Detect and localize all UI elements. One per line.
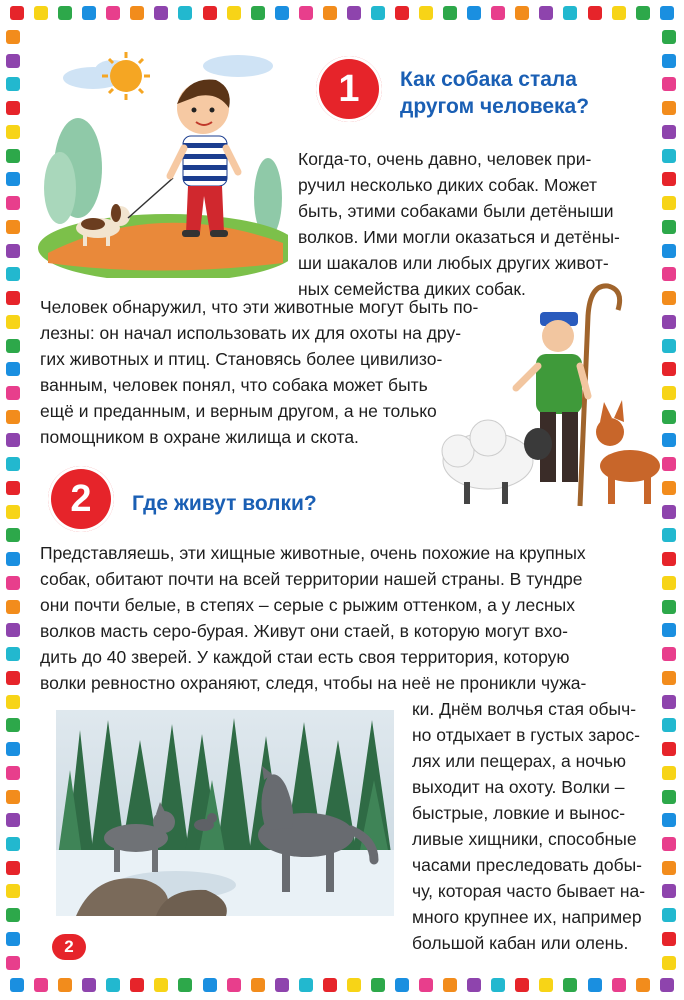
border-square xyxy=(106,978,120,992)
text-line: волки ревностно охраняют, следя, чтобы на неё не проникли чужа- xyxy=(40,673,587,693)
text-line: лях или пещерах, а ночью xyxy=(412,751,626,771)
text-line: большой кабан или олень. xyxy=(412,933,629,953)
border-square xyxy=(130,6,144,20)
border-left xyxy=(6,30,22,970)
section-1-title-line-1: Как собака стала xyxy=(400,68,577,91)
border-square xyxy=(6,267,20,281)
text-line: ливые хищники, способные xyxy=(412,829,637,849)
text-line: они почти белые, в степях – серые с рыжим оттенком, а у лесных xyxy=(40,595,575,615)
text-line: волков масть серо-бурая. Живут они стаей, в которую могут вхо- xyxy=(40,621,568,641)
border-square xyxy=(467,978,481,992)
border-square xyxy=(178,978,192,992)
border-square xyxy=(58,6,72,20)
border-square xyxy=(6,600,20,614)
border-square xyxy=(443,978,457,992)
border-square xyxy=(662,172,676,186)
border-square xyxy=(227,978,241,992)
border-square xyxy=(563,6,577,20)
border-square xyxy=(395,978,409,992)
border-square xyxy=(82,6,96,20)
text-line: Когда-то, очень давно, человек при- xyxy=(298,149,592,169)
border-square xyxy=(6,647,20,661)
section-1-number-badge xyxy=(316,56,382,122)
border-square xyxy=(154,6,168,20)
section-1-title xyxy=(400,66,589,120)
border-square xyxy=(662,54,676,68)
border-square xyxy=(6,528,20,542)
border-square xyxy=(539,978,553,992)
border-square xyxy=(6,552,20,566)
border-square xyxy=(6,790,20,804)
border-square xyxy=(323,6,337,20)
border-square xyxy=(662,220,676,234)
border-square xyxy=(6,908,20,922)
border-square xyxy=(662,576,676,590)
border-square xyxy=(34,978,48,992)
text-line: гих животных и птиц. Становясь более цивилизо- xyxy=(40,349,443,369)
border-square xyxy=(227,6,241,20)
border-square xyxy=(6,671,20,685)
text-line: Человек обнаружил, что эти животные могут быть по- xyxy=(40,297,479,317)
text-line: помощником в охране жилища и скота. xyxy=(40,427,359,447)
border-square xyxy=(6,457,20,471)
text-line: ручил несколько диких собак. Может xyxy=(298,175,598,195)
border-square xyxy=(6,220,20,234)
border-square xyxy=(251,978,265,992)
border-square xyxy=(419,6,433,20)
text-line: лезны: он начал использовать их для охоты на дру- xyxy=(40,323,462,343)
border-square xyxy=(6,932,20,946)
text-line: ши шакалов или любых других живот- xyxy=(298,253,609,273)
text-line: ных семейства диких собак. xyxy=(298,279,526,299)
border-square xyxy=(154,978,168,992)
border-square xyxy=(515,978,529,992)
border-square xyxy=(612,6,626,20)
border-square xyxy=(636,6,650,20)
border-square xyxy=(6,54,20,68)
border-square xyxy=(662,647,676,661)
section-2-title: Где живут волки? xyxy=(132,492,317,515)
border-square xyxy=(6,813,20,827)
border-square xyxy=(6,718,20,732)
border-square xyxy=(6,362,20,376)
text-line: собак, обитают почти на всей территории нашей страны. В тундре xyxy=(40,569,583,589)
border-square xyxy=(6,30,20,44)
border-square xyxy=(6,244,20,258)
section-1-number: 1 xyxy=(338,67,360,110)
border-square xyxy=(6,481,20,495)
wolves-in-forest-illustration xyxy=(56,710,394,916)
text-line: быстрые, ловкие и вынос- xyxy=(412,803,626,823)
section-2-paragraph-right xyxy=(412,696,672,956)
border-square xyxy=(662,149,676,163)
border-square xyxy=(58,978,72,992)
page-number: 2 xyxy=(64,937,74,956)
border-square xyxy=(6,837,20,851)
border-square xyxy=(6,172,20,186)
border-bottom xyxy=(10,978,674,994)
text-line: быть, этими собаками были детёныши xyxy=(298,201,614,221)
border-square xyxy=(662,244,676,258)
page-number-badge xyxy=(52,934,86,960)
border-square xyxy=(299,978,313,992)
border-square xyxy=(662,528,676,542)
border-square xyxy=(395,6,409,20)
border-square xyxy=(491,6,505,20)
border-square xyxy=(106,6,120,20)
border-square xyxy=(660,6,674,20)
border-square xyxy=(6,291,20,305)
border-square xyxy=(6,623,20,637)
border-square xyxy=(6,576,20,590)
border-square xyxy=(6,766,20,780)
boy-with-dog-illustration xyxy=(38,48,288,278)
border-square xyxy=(371,6,385,20)
border-square xyxy=(6,125,20,139)
border-square xyxy=(178,6,192,20)
border-square xyxy=(467,6,481,20)
text-line: часами преследовать добы- xyxy=(412,855,643,875)
border-square xyxy=(6,956,20,970)
border-square xyxy=(563,978,577,992)
border-square xyxy=(662,671,676,685)
border-square xyxy=(82,978,96,992)
border-square xyxy=(6,149,20,163)
border-square xyxy=(6,386,20,400)
border-square xyxy=(662,125,676,139)
text-line: много крупнее их, например xyxy=(412,907,642,927)
border-square xyxy=(662,77,676,91)
border-square xyxy=(299,6,313,20)
border-square xyxy=(6,410,20,424)
border-square xyxy=(662,101,676,115)
border-square xyxy=(6,77,20,91)
border-square xyxy=(491,978,505,992)
border-square xyxy=(662,600,676,614)
section-1-title-line-2: другом человека? xyxy=(400,95,590,118)
border-square xyxy=(6,315,20,329)
border-square xyxy=(275,6,289,20)
text-line: ванным, человек понял, что собака может быть xyxy=(40,375,428,395)
border-square xyxy=(662,956,676,970)
border-square xyxy=(662,552,676,566)
border-square xyxy=(662,196,676,210)
border-square xyxy=(660,978,674,992)
text-line: волков. Ими могли оказаться и детёны- xyxy=(298,227,620,247)
border-square xyxy=(6,861,20,875)
border-square xyxy=(662,623,676,637)
section-2-number: 2 xyxy=(70,477,92,520)
border-square xyxy=(203,6,217,20)
border-square xyxy=(275,978,289,992)
border-square xyxy=(6,433,20,447)
text-line: дить до 40 зверей. У каждой стаи есть своя территория, которую xyxy=(40,647,570,667)
text-line: ки. Днём волчья стая обыч- xyxy=(412,699,637,719)
text-line: выходит на охоту. Волки – xyxy=(412,777,625,797)
border-square xyxy=(662,30,676,44)
border-square xyxy=(34,6,48,20)
border-square xyxy=(539,6,553,20)
text-line: ещё и преданным, и верным другом, а не только xyxy=(40,401,437,421)
text-line: чу, которая часто бывает на- xyxy=(412,881,646,901)
border-square xyxy=(6,695,20,709)
border-square xyxy=(347,6,361,20)
border-square xyxy=(6,101,20,115)
border-square xyxy=(251,6,265,20)
shepherd-with-sheep-and-dogs-illustration xyxy=(440,276,670,516)
border-square xyxy=(10,6,24,20)
border-top xyxy=(10,6,674,22)
border-square xyxy=(588,978,602,992)
border-square xyxy=(10,978,24,992)
border-square xyxy=(203,978,217,992)
border-square xyxy=(443,6,457,20)
text-line: Представляешь, эти хищные животные, очень похожие на крупных xyxy=(40,543,586,563)
border-square xyxy=(6,884,20,898)
border-square xyxy=(6,339,20,353)
border-square xyxy=(6,505,20,519)
border-square xyxy=(419,978,433,992)
border-square xyxy=(515,6,529,20)
text-line: но отдыхает в густых зарос- xyxy=(412,725,640,745)
section-2-number-badge xyxy=(48,466,114,532)
border-square xyxy=(612,978,626,992)
border-square xyxy=(6,742,20,756)
border-square xyxy=(323,978,337,992)
border-square xyxy=(371,978,385,992)
border-square xyxy=(6,196,20,210)
border-square xyxy=(636,978,650,992)
border-square xyxy=(130,978,144,992)
border-square xyxy=(347,978,361,992)
border-square xyxy=(588,6,602,20)
section-2-paragraph-full xyxy=(40,540,660,696)
